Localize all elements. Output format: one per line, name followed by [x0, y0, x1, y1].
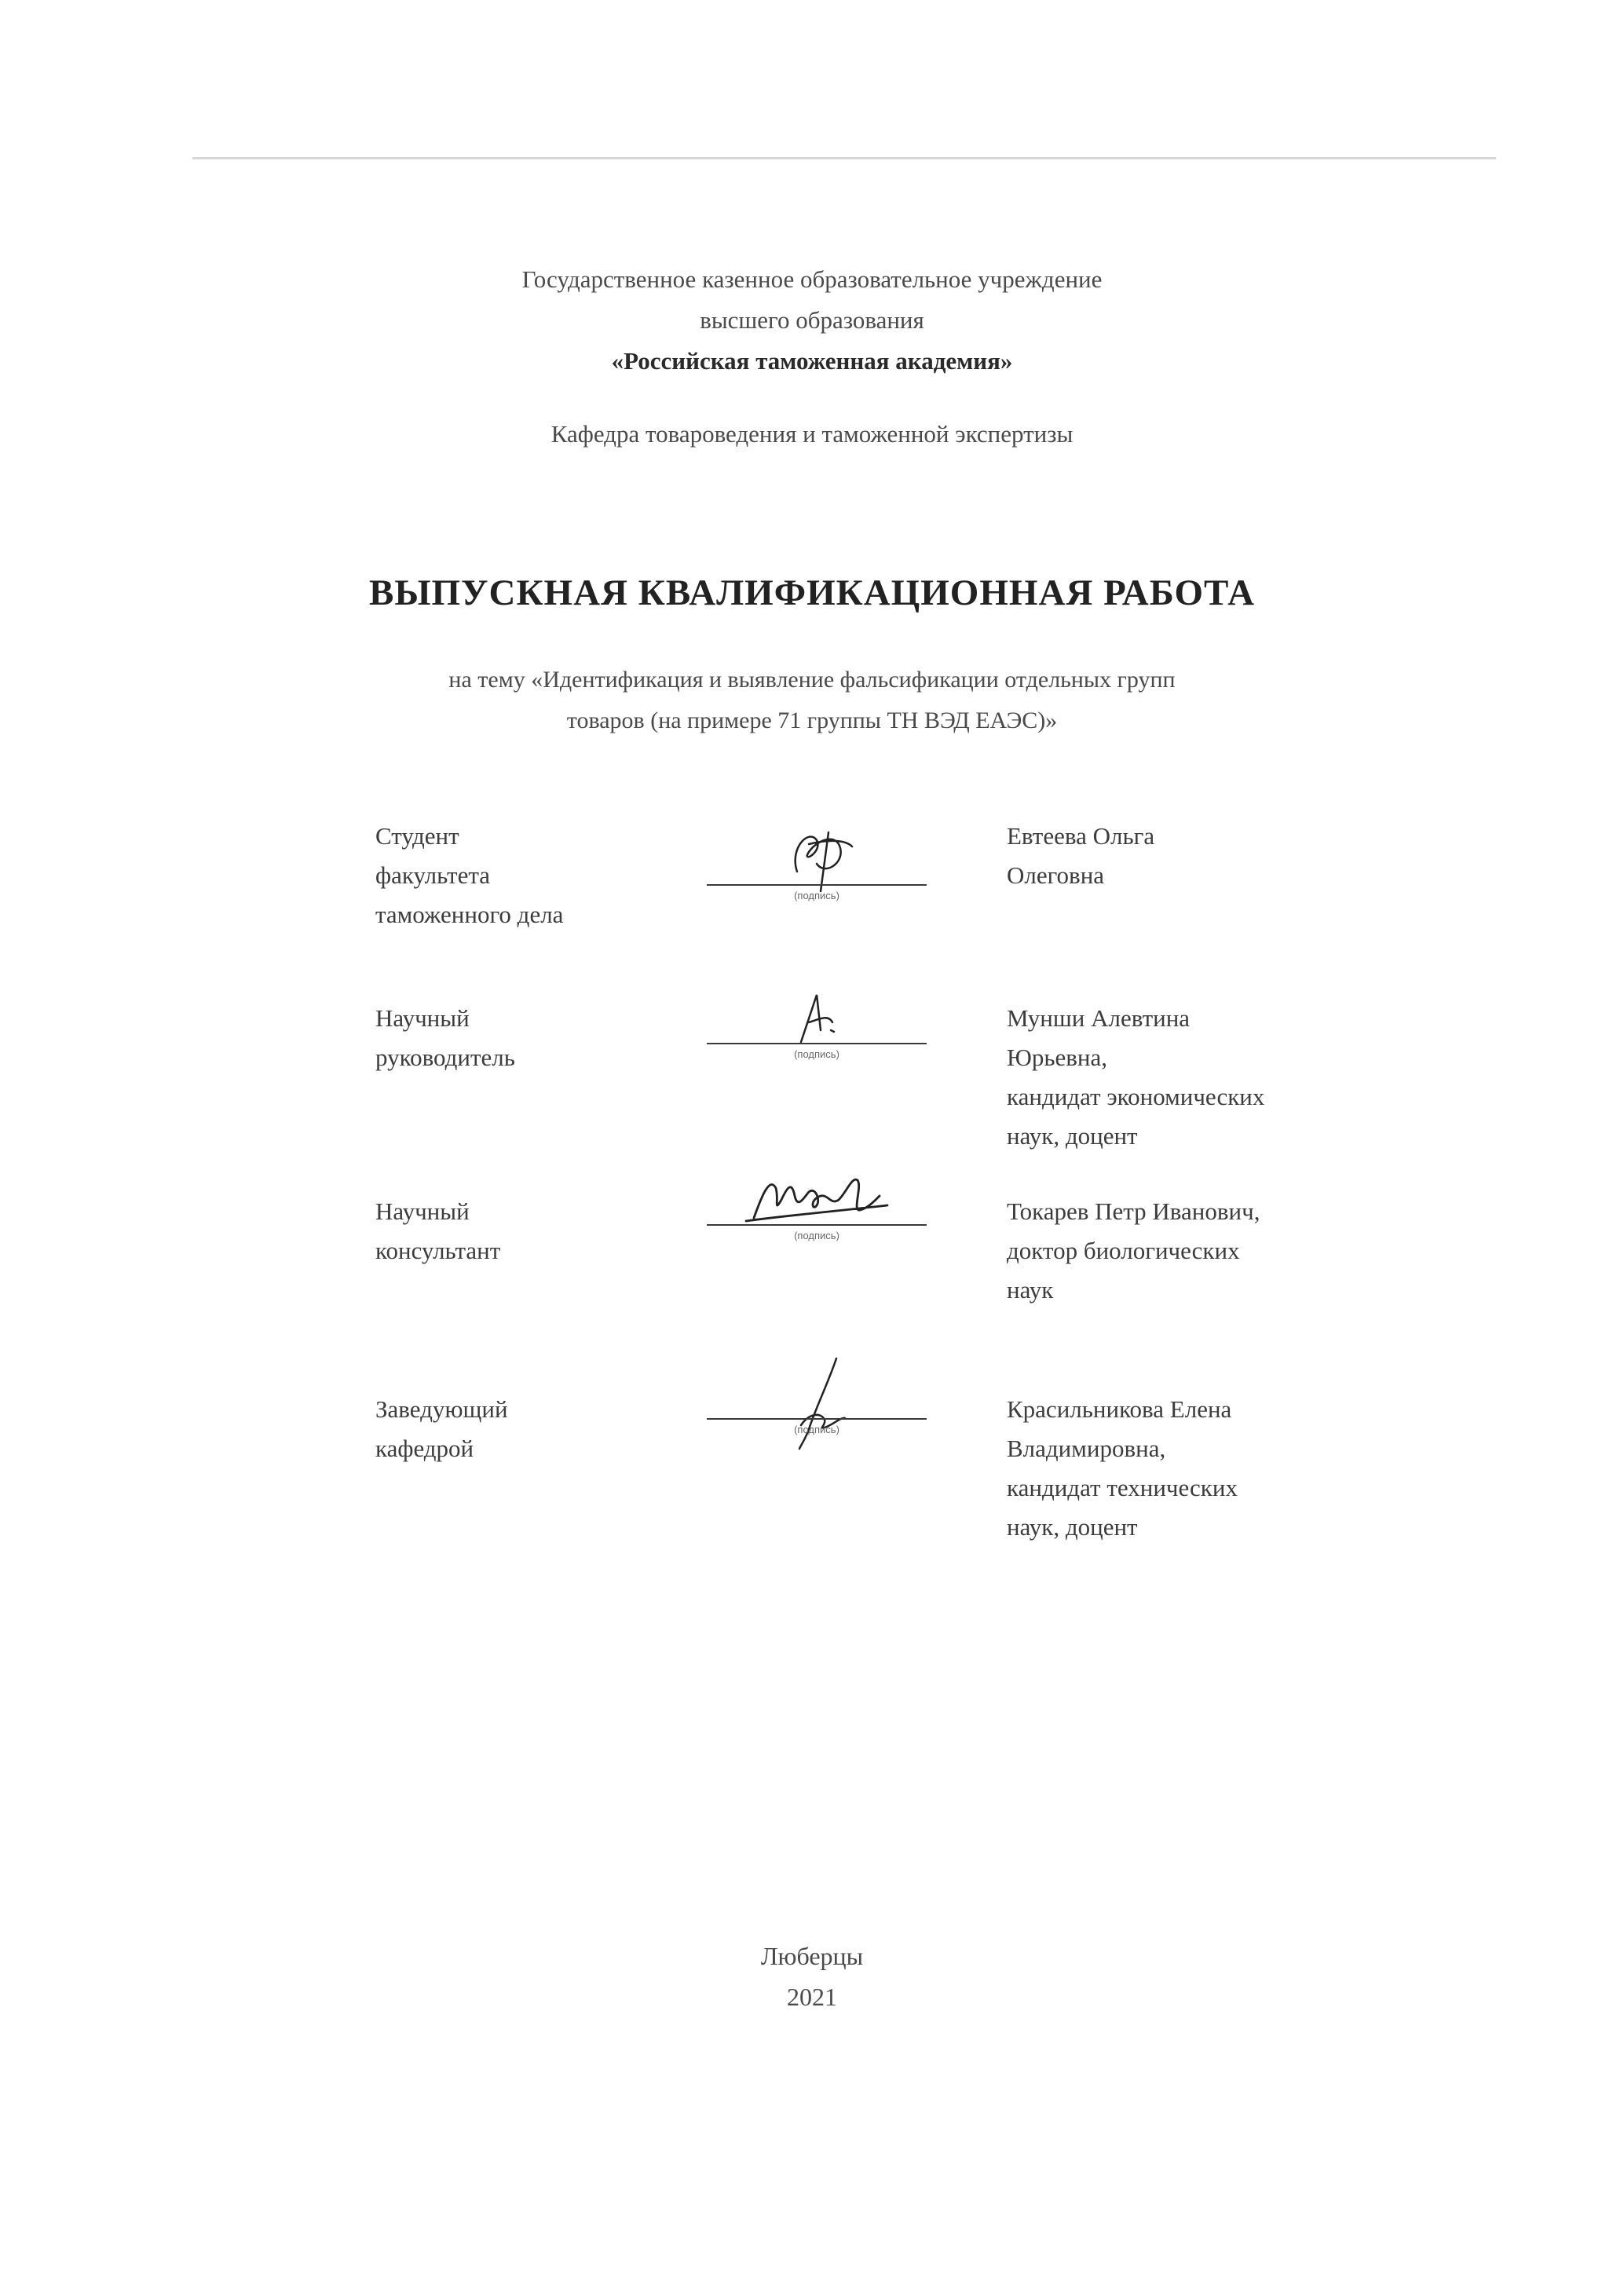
signature-block — [691, 975, 927, 1062]
signature-caption: (подпись) — [794, 1048, 839, 1060]
top-rule — [192, 157, 1496, 159]
institution-line-1: Государственное казенное образовательное учреждение — [521, 265, 1103, 293]
institution-header — [0, 259, 1624, 382]
signature-block — [691, 1157, 927, 1243]
role-line: Студент — [375, 822, 459, 850]
signature-mark — [691, 1351, 927, 1453]
signature-caption: (подпись) — [794, 890, 839, 901]
role — [375, 1192, 500, 1270]
role — [375, 1390, 508, 1468]
role-line: кафедрой — [375, 1435, 474, 1462]
person-line: Евтеева Ольга — [1007, 822, 1155, 850]
person-line: Владимировна, — [1007, 1435, 1166, 1462]
role — [375, 817, 563, 934]
person-line: Юрьевна, — [1007, 1044, 1107, 1071]
person-line: Олеговна — [1007, 861, 1105, 889]
city: Люберцы — [760, 1942, 864, 1970]
role-line: факультета — [375, 861, 491, 889]
institution-name: «Российская таможенная академия» — [611, 347, 1013, 375]
person-line: кандидат технических — [1007, 1474, 1238, 1501]
theme-line-1: на тему «Идентификация и выявление фальсификации отдельных групп — [448, 667, 1176, 693]
person — [1007, 1192, 1260, 1310]
person — [1007, 1390, 1238, 1547]
signature-caption: (подпись) — [794, 1424, 839, 1435]
signature-line — [707, 1418, 927, 1420]
signature-caption: (подпись) — [794, 1230, 839, 1241]
role-line: Научный — [375, 1197, 470, 1225]
person-line: Мунши Алевтина — [1007, 1004, 1191, 1032]
footer — [0, 1936, 1624, 2017]
department: Кафедра товароведения и таможенной экспертизы — [550, 420, 1074, 448]
role-line: Заведующий — [375, 1395, 508, 1423]
signature-block — [691, 1351, 927, 1437]
role-line: консультант — [375, 1237, 501, 1264]
theme-line-2: товаров (на примере 71 группы ТН ВЭД ЕАЭС)» — [566, 707, 1058, 733]
person-line: наук, доцент — [1007, 1122, 1138, 1150]
thesis-theme — [0, 660, 1624, 741]
role-line: Научный — [375, 1004, 470, 1032]
person — [1007, 817, 1154, 895]
signature-block — [691, 817, 927, 903]
person-line: доктор биологических — [1007, 1237, 1240, 1264]
person-line: наук, доцент — [1007, 1513, 1138, 1541]
signature-line — [707, 1224, 927, 1226]
year: 2021 — [787, 1983, 837, 2011]
signature-line — [707, 1043, 927, 1044]
person-line: Токарев Петр Иванович, — [1007, 1197, 1260, 1225]
role-line: таможенного дела — [375, 901, 564, 928]
signature-line — [707, 884, 927, 886]
person — [1007, 999, 1264, 1156]
institution-line-2: высшего образования — [700, 306, 924, 334]
role — [375, 999, 515, 1077]
document-title: ВЫПУСКНАЯ КВАЛИФИКАЦИОННАЯ РАБОТА — [368, 572, 1256, 613]
person-line: Красильникова Елена — [1007, 1395, 1232, 1423]
role-line: руководитель — [375, 1044, 515, 1071]
person-line: наук — [1007, 1276, 1054, 1303]
person-line: кандидат экономических — [1007, 1083, 1265, 1110]
